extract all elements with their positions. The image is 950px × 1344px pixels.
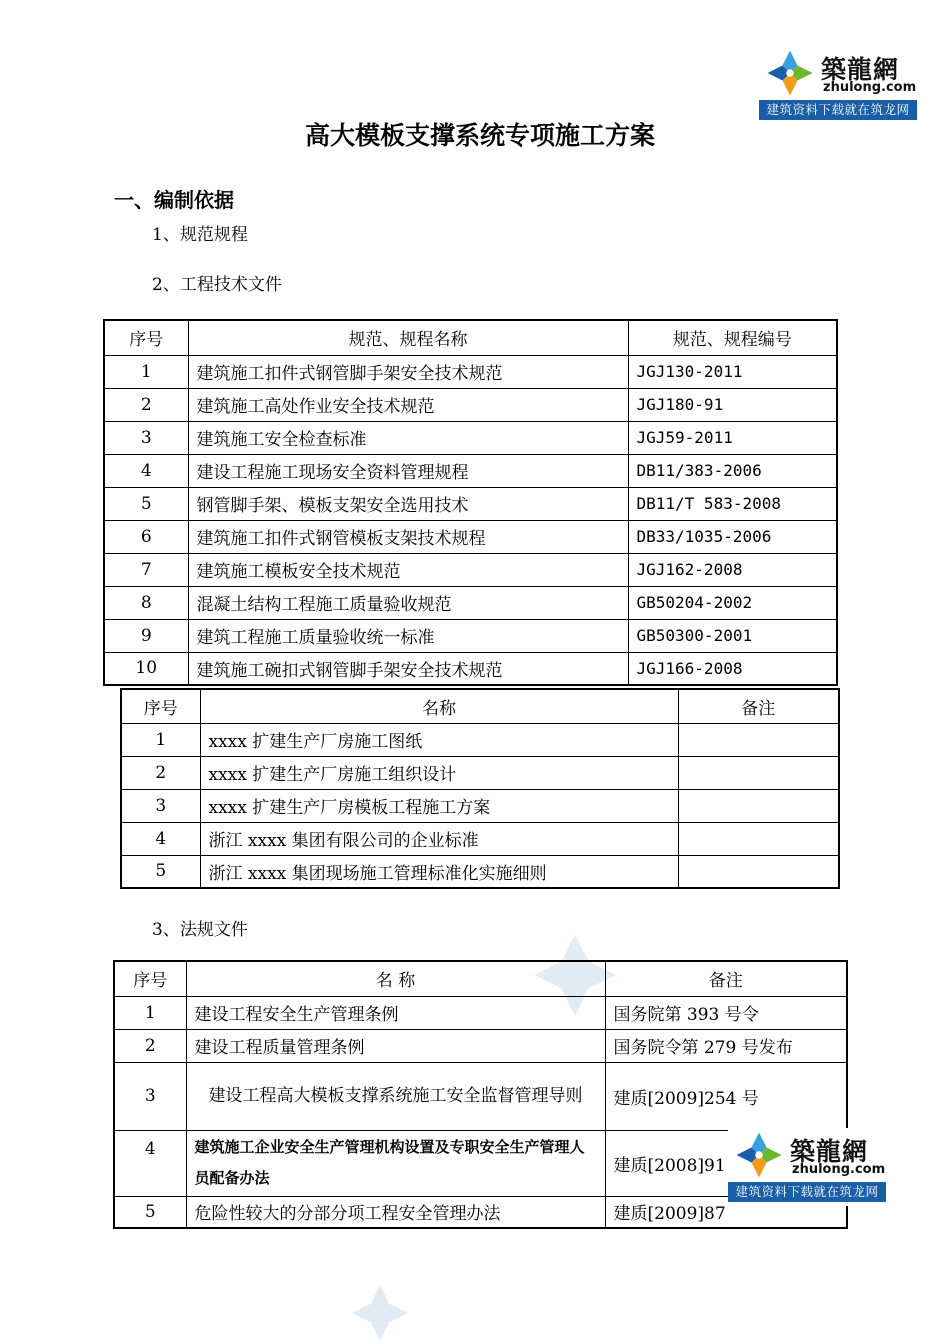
- table-header-row: [104, 320, 837, 355]
- header-cell: 名称: [200, 689, 678, 723]
- header-cell: 序号: [104, 320, 188, 355]
- table-row: [114, 996, 847, 1029]
- cell-name: 建筑施工企业安全生产管理机构设置及专职安全生产管理人员配备办法: [186, 1130, 605, 1196]
- document-title: 高大模板支撑系统专项施工方案: [304, 121, 655, 150]
- cell-index: 9: [104, 619, 188, 652]
- cell-index: 7: [104, 553, 188, 586]
- table-row: [121, 855, 839, 888]
- logo-name-cn: 築龍網: [821, 55, 900, 84]
- cell-remark: [678, 855, 839, 888]
- table-row: [121, 756, 839, 789]
- zhulong-logo-bottom: [728, 1128, 886, 1206]
- header-cell: 名 称: [186, 961, 605, 996]
- cell-index: 10: [104, 652, 188, 685]
- table-row: [104, 355, 837, 388]
- cell-remark: 建质[2008]91: [605, 1130, 847, 1196]
- cell-code: DB11/T 583-2008: [628, 487, 837, 520]
- cell-name: 建筑施工碗扣式钢管脚手架安全技术规范: [188, 652, 628, 685]
- logo-slogan: 建筑资料下载就在筑龙网: [759, 100, 917, 120]
- cell-index: 5: [114, 1196, 186, 1228]
- logo-name-cn: 築龍網: [790, 1137, 869, 1166]
- cell-name: 浙江 xxxx 集团现场施工管理标准化实施细则: [200, 855, 678, 888]
- cell-name: 建筑施工扣件式钢管脚手架安全技术规范: [188, 355, 628, 388]
- cell-name: 建筑施工模板安全技术规范: [188, 553, 628, 586]
- table-row: [104, 553, 837, 586]
- header-cell: 序号: [121, 689, 200, 723]
- section-heading: 一、编制依据: [114, 188, 234, 212]
- cell-code: JGJ59-2011: [628, 421, 837, 454]
- table-row: [104, 388, 837, 421]
- cell-index: 3: [104, 421, 188, 454]
- cell-name: 建筑施工安全检查标准: [188, 421, 628, 454]
- cell-code: JGJ130-2011: [628, 355, 837, 388]
- cell-name: 混凝土结构工程施工质量验收规范: [188, 586, 628, 619]
- subsection-regulations: 3、法规文件: [152, 920, 248, 940]
- table-row: [121, 789, 839, 822]
- cell-name: xxxx 扩建生产厂房模板工程施工方案: [200, 789, 678, 822]
- header-cell: 备注: [678, 689, 839, 723]
- standards-table: [103, 319, 838, 686]
- cell-index: 1: [104, 355, 188, 388]
- table-row: [104, 520, 837, 553]
- cell-code: JGJ180-91: [628, 388, 837, 421]
- cell-index: 5: [121, 855, 200, 888]
- cell-index: 8: [104, 586, 188, 619]
- cell-name: 建筑工程施工质量验收统一标准: [188, 619, 628, 652]
- header-cell: 规范、规程编号: [628, 320, 837, 355]
- cell-index: 5: [104, 487, 188, 520]
- cell-index: 6: [104, 520, 188, 553]
- cell-name: 钢管脚手架、模板支架安全选用技术: [188, 487, 628, 520]
- table-row: [104, 487, 837, 520]
- cell-remark: 国务院第 393 号令: [605, 996, 847, 1029]
- cell-index: 4: [114, 1130, 186, 1196]
- cell-name: 建筑施工高处作业安全技术规范: [188, 388, 628, 421]
- cell-index: 1: [114, 996, 186, 1029]
- subsection-tech-documents: 2、工程技术文件: [152, 275, 282, 295]
- cell-name: 建设工程高大模板支撑系统施工安全监督管理导则: [186, 1062, 605, 1130]
- cell-code: JGJ162-2008: [628, 553, 837, 586]
- cell-index: 2: [121, 756, 200, 789]
- cell-index: 2: [104, 388, 188, 421]
- zhulong-flower-icon: [732, 1130, 786, 1180]
- table-row: [104, 421, 837, 454]
- table-row: [104, 652, 837, 685]
- cell-index: 2: [114, 1029, 186, 1062]
- table-row: [114, 1062, 847, 1130]
- table-row: [104, 454, 837, 487]
- cell-remark: 建质[2009]254 号: [605, 1062, 847, 1130]
- watermark-flower-icon: [345, 1282, 415, 1344]
- logo-name-en: zhulong.com: [823, 80, 917, 95]
- table-row: [114, 1029, 847, 1062]
- zhulong-logo-top: [759, 46, 917, 124]
- table-row: [104, 586, 837, 619]
- cell-name: 建设工程质量管理条例: [186, 1029, 605, 1062]
- cell-index: 3: [114, 1062, 186, 1130]
- table-row: [121, 723, 839, 756]
- table-header-row: [121, 689, 839, 723]
- cell-remark: 建质[2009]87: [605, 1196, 847, 1228]
- cell-remark: 国务院令第 279 号发布: [605, 1029, 847, 1062]
- cell-remark: [678, 756, 839, 789]
- cell-name: xxxx 扩建生产厂房施工组织设计: [200, 756, 678, 789]
- cell-remark: [678, 789, 839, 822]
- cell-code: GB50300-2001: [628, 619, 837, 652]
- cell-code: DB11/383-2006: [628, 454, 837, 487]
- table-header-row: [114, 961, 847, 996]
- cell-code: DB33/1035-2006: [628, 520, 837, 553]
- cell-remark: [678, 822, 839, 855]
- cell-code: JGJ166-2008: [628, 652, 837, 685]
- cell-code: GB50204-2002: [628, 586, 837, 619]
- cell-index: 4: [121, 822, 200, 855]
- table-row: [121, 822, 839, 855]
- cell-name: 建设工程施工现场安全资料管理规程: [188, 454, 628, 487]
- project-documents-table: [120, 688, 840, 889]
- logo-slogan: 建筑资料下载就在筑龙网: [728, 1182, 886, 1202]
- cell-name: 建设工程安全生产管理条例: [186, 996, 605, 1029]
- logo-name-en: zhulong.com: [792, 1162, 886, 1177]
- subsection-standards: 1、规范规程: [152, 225, 248, 245]
- cell-name: 浙江 xxxx 集团有限公司的企业标准: [200, 822, 678, 855]
- cell-name: 建筑施工扣件式钢管模板支架技术规程: [188, 520, 628, 553]
- cell-name: xxxx 扩建生产厂房施工图纸: [200, 723, 678, 756]
- table-row: [104, 619, 837, 652]
- zhulong-flower-icon: [763, 48, 817, 98]
- cell-index: 1: [121, 723, 200, 756]
- header-cell: 序号: [114, 961, 186, 996]
- cell-index: 4: [104, 454, 188, 487]
- cell-name: 危险性较大的分部分项工程安全管理办法: [186, 1196, 605, 1228]
- cell-remark: [678, 723, 839, 756]
- header-cell: 备注: [605, 961, 847, 996]
- cell-index: 3: [121, 789, 200, 822]
- header-cell: 规范、规程名称: [188, 320, 628, 355]
